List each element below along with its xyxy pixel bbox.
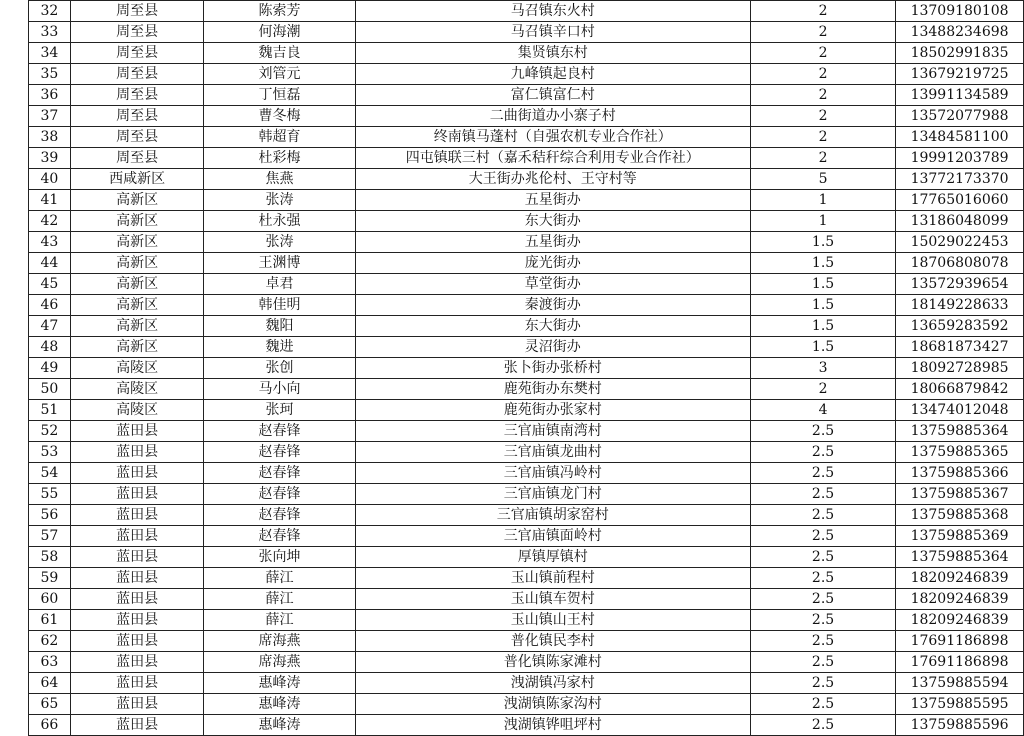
amount-cell: 2 xyxy=(750,379,895,400)
table-row xyxy=(29,652,1024,673)
amount-cell: 1 xyxy=(750,190,895,211)
phone-cell: 18209246839 xyxy=(896,589,1024,610)
phone-cell: 13759885596 xyxy=(896,715,1024,736)
location-cell: 洩湖镇冯家村 xyxy=(355,673,750,694)
table-row xyxy=(29,673,1024,694)
row-number-cell: 57 xyxy=(29,526,71,547)
row-number-cell: 60 xyxy=(29,589,71,610)
county-cell: 高新区 xyxy=(70,232,203,253)
name-cell: 赵春锋 xyxy=(204,463,355,484)
row-number-cell: 54 xyxy=(29,463,71,484)
phone-cell: 13759885364 xyxy=(896,547,1024,568)
location-cell: 富仁镇富仁村 xyxy=(355,85,750,106)
table-row xyxy=(29,22,1024,43)
amount-cell: 2.5 xyxy=(750,631,895,652)
amount-cell: 2 xyxy=(750,127,895,148)
name-cell: 刘管元 xyxy=(204,64,355,85)
row-number-cell: 55 xyxy=(29,484,71,505)
row-number-cell: 41 xyxy=(29,190,71,211)
name-cell: 惠峰涛 xyxy=(204,673,355,694)
phone-cell: 13991134589 xyxy=(896,85,1024,106)
phone-cell: 19991203789 xyxy=(896,148,1024,169)
phone-cell: 18209246839 xyxy=(896,568,1024,589)
row-number-cell: 62 xyxy=(29,631,71,652)
location-cell: 终南镇马蓬村（自强农机专业合作社） xyxy=(355,127,750,148)
table-row xyxy=(29,85,1024,106)
phone-cell: 18502991835 xyxy=(896,43,1024,64)
county-cell: 高新区 xyxy=(70,316,203,337)
county-cell: 蓝田县 xyxy=(70,589,203,610)
name-cell: 惠峰涛 xyxy=(204,694,355,715)
table-row xyxy=(29,295,1024,316)
amount-cell: 2.5 xyxy=(750,652,895,673)
county-cell: 蓝田县 xyxy=(70,484,203,505)
name-cell: 马小向 xyxy=(204,379,355,400)
table-row xyxy=(29,1,1024,22)
row-number-cell: 65 xyxy=(29,694,71,715)
row-number-cell: 45 xyxy=(29,274,71,295)
row-number-cell: 44 xyxy=(29,253,71,274)
location-cell: 大王街办兆伦村、王守村等 xyxy=(355,169,750,190)
table-row xyxy=(29,526,1024,547)
table-row xyxy=(29,463,1024,484)
phone-cell: 18706808078 xyxy=(896,253,1024,274)
table-row xyxy=(29,442,1024,463)
county-cell: 高新区 xyxy=(70,295,203,316)
location-cell: 马召镇辛口村 xyxy=(355,22,750,43)
county-cell: 蓝田县 xyxy=(70,694,203,715)
location-cell: 三官庙镇龙门村 xyxy=(355,484,750,505)
location-cell: 张卜街办张桥村 xyxy=(355,358,750,379)
table-row xyxy=(29,568,1024,589)
name-cell: 焦燕 xyxy=(204,169,355,190)
county-cell: 周至县 xyxy=(70,1,203,22)
row-number-cell: 51 xyxy=(29,400,71,421)
location-cell: 洩湖镇陈家沟村 xyxy=(355,694,750,715)
county-cell: 周至县 xyxy=(70,148,203,169)
phone-cell: 13679219725 xyxy=(896,64,1024,85)
county-cell: 蓝田县 xyxy=(70,526,203,547)
name-cell: 张涛 xyxy=(204,190,355,211)
table-row xyxy=(29,715,1024,736)
table-row xyxy=(29,232,1024,253)
name-cell: 杜彩梅 xyxy=(204,148,355,169)
name-cell: 赵春锋 xyxy=(204,421,355,442)
row-number-cell: 47 xyxy=(29,316,71,337)
name-cell: 陈索芳 xyxy=(204,1,355,22)
location-cell: 秦渡街办 xyxy=(355,295,750,316)
table-row xyxy=(29,379,1024,400)
phone-cell: 13572077988 xyxy=(896,106,1024,127)
county-cell: 高新区 xyxy=(70,211,203,232)
location-cell: 东大街办 xyxy=(355,211,750,232)
phone-cell: 15029022453 xyxy=(896,232,1024,253)
row-number-cell: 35 xyxy=(29,64,71,85)
phone-cell: 13772173370 xyxy=(896,169,1024,190)
row-number-cell: 52 xyxy=(29,421,71,442)
table-row xyxy=(29,211,1024,232)
row-number-cell: 66 xyxy=(29,715,71,736)
name-cell: 杜永强 xyxy=(204,211,355,232)
phone-cell: 18209246839 xyxy=(896,610,1024,631)
amount-cell: 2.5 xyxy=(750,694,895,715)
row-number-cell: 37 xyxy=(29,106,71,127)
phone-cell: 13759885595 xyxy=(896,694,1024,715)
location-cell: 普化镇陈家滩村 xyxy=(355,652,750,673)
county-cell: 高新区 xyxy=(70,190,203,211)
phone-cell: 17765016060 xyxy=(896,190,1024,211)
location-cell: 玉山镇山王村 xyxy=(355,610,750,631)
county-cell: 西咸新区 xyxy=(70,169,203,190)
table-row xyxy=(29,547,1024,568)
location-cell: 五星街办 xyxy=(355,232,750,253)
name-cell: 魏阳 xyxy=(204,316,355,337)
name-cell: 何海潮 xyxy=(204,22,355,43)
county-cell: 高陵区 xyxy=(70,379,203,400)
row-number-cell: 34 xyxy=(29,43,71,64)
name-cell: 薛江 xyxy=(204,589,355,610)
name-cell: 薛江 xyxy=(204,610,355,631)
name-cell: 卓君 xyxy=(204,274,355,295)
row-number-cell: 39 xyxy=(29,148,71,169)
county-cell: 蓝田县 xyxy=(70,568,203,589)
name-cell: 席海燕 xyxy=(204,631,355,652)
phone-cell: 13759885366 xyxy=(896,463,1024,484)
location-cell: 鹿苑街办东樊村 xyxy=(355,379,750,400)
name-cell: 惠峰涛 xyxy=(204,715,355,736)
name-cell: 魏吉良 xyxy=(204,43,355,64)
name-cell: 张创 xyxy=(204,358,355,379)
phone-cell: 13709180108 xyxy=(896,1,1024,22)
county-cell: 周至县 xyxy=(70,64,203,85)
location-cell: 灵沼街办 xyxy=(355,337,750,358)
name-cell: 韩佳明 xyxy=(204,295,355,316)
name-cell: 韩超育 xyxy=(204,127,355,148)
row-number-cell: 58 xyxy=(29,547,71,568)
location-cell: 三官庙镇龙曲村 xyxy=(355,442,750,463)
location-cell: 东大街办 xyxy=(355,316,750,337)
name-cell: 赵春锋 xyxy=(204,442,355,463)
phone-cell: 13759885369 xyxy=(896,526,1024,547)
row-number-cell: 49 xyxy=(29,358,71,379)
row-number-cell: 32 xyxy=(29,1,71,22)
location-cell: 玉山镇车贺村 xyxy=(355,589,750,610)
phone-cell: 13759885594 xyxy=(896,673,1024,694)
row-number-cell: 63 xyxy=(29,652,71,673)
name-cell: 丁恒磊 xyxy=(204,85,355,106)
name-cell: 张涛 xyxy=(204,232,355,253)
phone-cell: 13484581100 xyxy=(896,127,1024,148)
table-row xyxy=(29,169,1024,190)
table-row xyxy=(29,505,1024,526)
county-cell: 周至县 xyxy=(70,106,203,127)
county-cell: 蓝田县 xyxy=(70,463,203,484)
table-row xyxy=(29,274,1024,295)
location-cell: 三官庙镇面岭村 xyxy=(355,526,750,547)
amount-cell: 3 xyxy=(750,358,895,379)
amount-cell: 2.5 xyxy=(750,421,895,442)
table-row xyxy=(29,631,1024,652)
location-cell: 二曲街道办小寨子村 xyxy=(355,106,750,127)
phone-cell: 13659283592 xyxy=(896,316,1024,337)
county-cell: 蓝田县 xyxy=(70,673,203,694)
amount-cell: 2 xyxy=(750,85,895,106)
table-row xyxy=(29,64,1024,85)
county-cell: 蓝田县 xyxy=(70,631,203,652)
amount-cell: 2.5 xyxy=(750,610,895,631)
location-cell: 草堂街办 xyxy=(355,274,750,295)
amount-cell: 2 xyxy=(750,43,895,64)
row-number-cell: 33 xyxy=(29,22,71,43)
amount-cell: 1.5 xyxy=(750,295,895,316)
amount-cell: 2.5 xyxy=(750,526,895,547)
table-row xyxy=(29,253,1024,274)
row-number-cell: 48 xyxy=(29,337,71,358)
county-cell: 周至县 xyxy=(70,43,203,64)
amount-cell: 2 xyxy=(750,64,895,85)
county-cell: 蓝田县 xyxy=(70,547,203,568)
phone-cell: 17691186898 xyxy=(896,652,1024,673)
location-cell: 洩湖镇铧咀坪村 xyxy=(355,715,750,736)
name-cell: 魏进 xyxy=(204,337,355,358)
name-cell: 薛江 xyxy=(204,568,355,589)
table-row xyxy=(29,106,1024,127)
row-number-cell: 38 xyxy=(29,127,71,148)
row-number-cell: 36 xyxy=(29,85,71,106)
row-number-cell: 40 xyxy=(29,169,71,190)
location-cell: 鹿苑街办张家村 xyxy=(355,400,750,421)
amount-cell: 1.5 xyxy=(750,316,895,337)
table-row xyxy=(29,421,1024,442)
location-cell: 厚镇厚镇村 xyxy=(355,547,750,568)
location-cell: 九峰镇起良村 xyxy=(355,64,750,85)
amount-cell: 2 xyxy=(750,106,895,127)
row-number-cell: 56 xyxy=(29,505,71,526)
amount-cell: 1.5 xyxy=(750,337,895,358)
amount-cell: 2 xyxy=(750,22,895,43)
amount-cell: 2.5 xyxy=(750,673,895,694)
table-row xyxy=(29,694,1024,715)
location-cell: 马召镇东火村 xyxy=(355,1,750,22)
row-number-cell: 61 xyxy=(29,610,71,631)
amount-cell: 2.5 xyxy=(750,463,895,484)
table-row xyxy=(29,337,1024,358)
county-cell: 高陵区 xyxy=(70,400,203,421)
name-cell: 赵春锋 xyxy=(204,484,355,505)
table-body xyxy=(29,1,1024,736)
phone-cell: 13186048099 xyxy=(896,211,1024,232)
table-row xyxy=(29,589,1024,610)
row-number-cell: 64 xyxy=(29,673,71,694)
location-cell: 庞光街办 xyxy=(355,253,750,274)
phone-cell: 13759885364 xyxy=(896,421,1024,442)
table-row xyxy=(29,400,1024,421)
amount-cell: 2.5 xyxy=(750,547,895,568)
name-cell: 赵春锋 xyxy=(204,526,355,547)
phone-cell: 13474012048 xyxy=(896,400,1024,421)
name-cell: 张珂 xyxy=(204,400,355,421)
table-row xyxy=(29,316,1024,337)
county-cell: 蓝田县 xyxy=(70,442,203,463)
amount-cell: 2.5 xyxy=(750,589,895,610)
county-cell: 高新区 xyxy=(70,253,203,274)
table-row xyxy=(29,190,1024,211)
table-row xyxy=(29,358,1024,379)
name-cell: 曹冬梅 xyxy=(204,106,355,127)
phone-cell: 13759885365 xyxy=(896,442,1024,463)
row-number-cell: 43 xyxy=(29,232,71,253)
row-number-cell: 42 xyxy=(29,211,71,232)
table-row xyxy=(29,610,1024,631)
county-cell: 蓝田县 xyxy=(70,652,203,673)
table-row xyxy=(29,127,1024,148)
phone-cell: 18066879842 xyxy=(896,379,1024,400)
county-cell: 周至县 xyxy=(70,22,203,43)
county-cell: 周至县 xyxy=(70,85,203,106)
amount-cell: 2.5 xyxy=(750,442,895,463)
county-cell: 高陵区 xyxy=(70,358,203,379)
phone-cell: 13759885368 xyxy=(896,505,1024,526)
name-cell: 王渊博 xyxy=(204,253,355,274)
location-cell: 普化镇民李村 xyxy=(355,631,750,652)
location-cell: 三官庙镇南湾村 xyxy=(355,421,750,442)
table-row xyxy=(29,43,1024,64)
amount-cell: 2 xyxy=(750,148,895,169)
amount-cell: 2.5 xyxy=(750,715,895,736)
amount-cell: 4 xyxy=(750,400,895,421)
phone-cell: 13572939654 xyxy=(896,274,1024,295)
county-cell: 高新区 xyxy=(70,274,203,295)
table-row xyxy=(29,148,1024,169)
phone-cell: 18681873427 xyxy=(896,337,1024,358)
name-cell: 张向坤 xyxy=(204,547,355,568)
amount-cell: 1 xyxy=(750,211,895,232)
county-cell: 蓝田县 xyxy=(70,421,203,442)
county-cell: 周至县 xyxy=(70,127,203,148)
location-cell: 玉山镇前程村 xyxy=(355,568,750,589)
phone-cell: 13488234698 xyxy=(896,22,1024,43)
amount-cell: 2 xyxy=(750,1,895,22)
data-table xyxy=(28,0,1024,736)
location-cell: 三官庙镇胡家窑村 xyxy=(355,505,750,526)
amount-cell: 5 xyxy=(750,169,895,190)
county-cell: 高新区 xyxy=(70,337,203,358)
name-cell: 赵春锋 xyxy=(204,505,355,526)
location-cell: 集贤镇东村 xyxy=(355,43,750,64)
phone-cell: 13759885367 xyxy=(896,484,1024,505)
row-number-cell: 59 xyxy=(29,568,71,589)
name-cell: 席海燕 xyxy=(204,652,355,673)
county-cell: 蓝田县 xyxy=(70,505,203,526)
location-cell: 五星街办 xyxy=(355,190,750,211)
county-cell: 蓝田县 xyxy=(70,610,203,631)
phone-cell: 17691186898 xyxy=(896,631,1024,652)
amount-cell: 1.5 xyxy=(750,274,895,295)
county-cell: 蓝田县 xyxy=(70,715,203,736)
amount-cell: 2.5 xyxy=(750,568,895,589)
amount-cell: 1.5 xyxy=(750,253,895,274)
row-number-cell: 50 xyxy=(29,379,71,400)
phone-cell: 18092728985 xyxy=(896,358,1024,379)
amount-cell: 2.5 xyxy=(750,505,895,526)
table-row xyxy=(29,484,1024,505)
phone-cell: 18149228633 xyxy=(896,295,1024,316)
row-number-cell: 46 xyxy=(29,295,71,316)
location-cell: 三官庙镇冯岭村 xyxy=(355,463,750,484)
amount-cell: 2.5 xyxy=(750,484,895,505)
location-cell: 四屯镇联三村（嘉禾秸秆综合利用专业合作社） xyxy=(355,148,750,169)
amount-cell: 1.5 xyxy=(750,232,895,253)
row-number-cell: 53 xyxy=(29,442,71,463)
